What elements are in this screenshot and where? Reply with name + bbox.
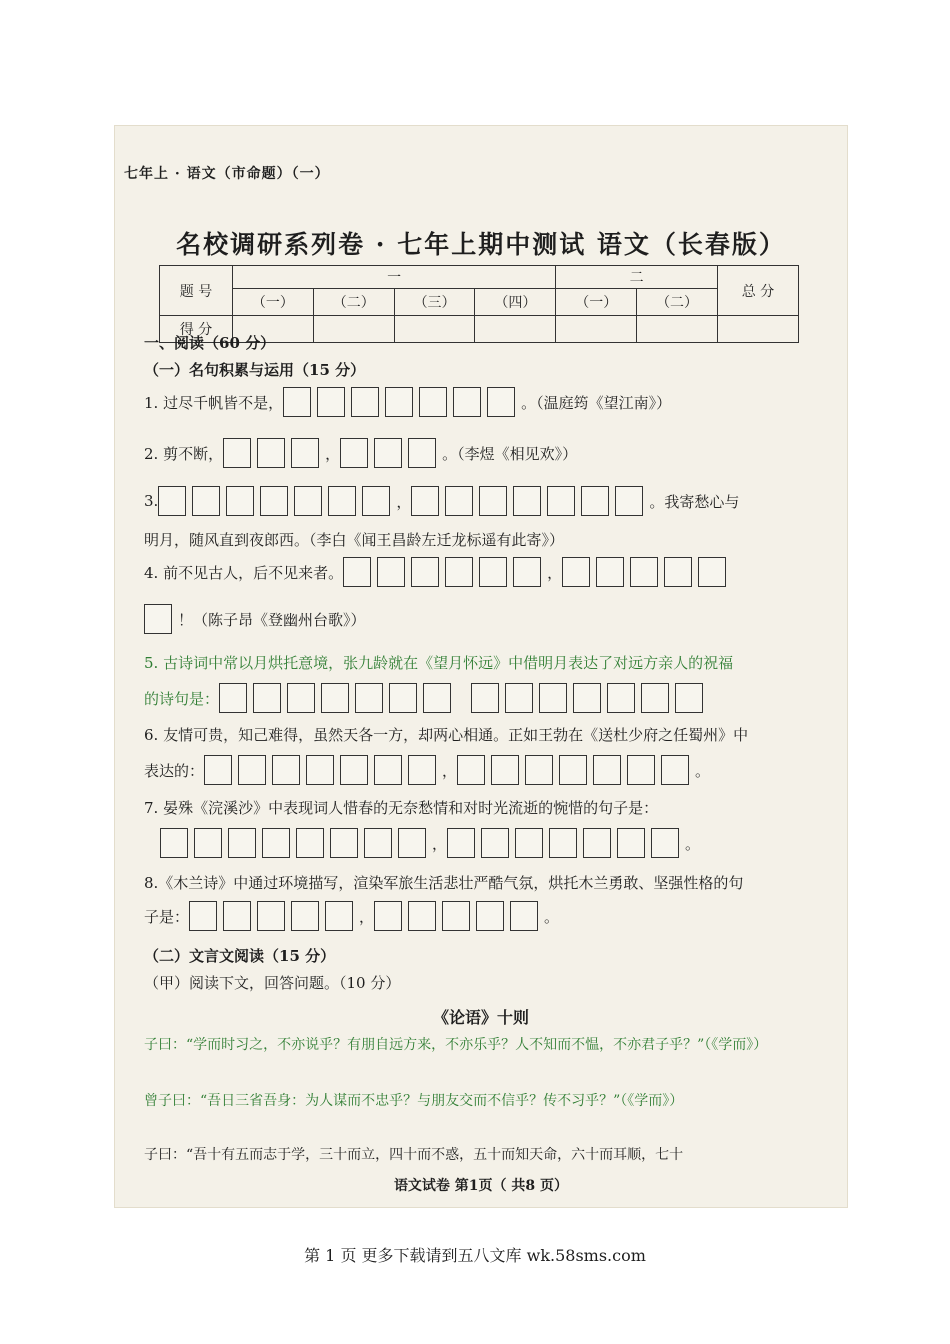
answer-box[interactable] (476, 901, 504, 931)
answer-box[interactable] (283, 387, 311, 417)
sub-header: （一） (233, 289, 314, 316)
answer-box[interactable] (321, 683, 349, 713)
answer-box[interactable] (306, 755, 334, 785)
answer-box[interactable] (364, 828, 392, 858)
course-header: 七年上 · 语文（市命题）（一） (124, 166, 330, 182)
exam-title: 名校调研系列卷 · 七年上期中测试 语文（长春版） (176, 230, 786, 259)
answer-box[interactable] (296, 828, 324, 858)
question-6: 6. 友情可贵，知己难得，虽然天各一方，却两心相通。正如王勃在《送杜少府之任蜀州》中 (144, 726, 749, 744)
answer-box[interactable] (491, 755, 519, 785)
answer-box[interactable] (291, 438, 319, 468)
question-3 (144, 486, 739, 516)
answer-box[interactable] (615, 486, 643, 516)
total-header: 总 分 (718, 266, 799, 316)
answer-box[interactable] (641, 683, 669, 713)
answer-box[interactable] (651, 828, 679, 858)
answer-box[interactable] (513, 557, 541, 587)
answer-box[interactable] (423, 683, 451, 713)
q3-prefix: 3. (144, 492, 159, 510)
q2-suffix: 。（李煜《相见欢》） (442, 444, 578, 463)
answer-box[interactable] (515, 828, 543, 858)
q2-mid: ， (325, 444, 341, 463)
answer-box[interactable] (408, 755, 436, 785)
q4-mid: ， (547, 563, 563, 582)
answer-box[interactable] (238, 755, 266, 785)
answer-box[interactable] (328, 486, 356, 516)
section-part1: （一）名句积累与运用（15 分） (144, 361, 366, 379)
passage-1: 子曰：“学而时习之，不亦说乎？有朋自远方来，不亦乐乎？人不知而不愠，不亦君子乎？”（《学而》） (144, 1037, 768, 1053)
part-2-header: 二 (556, 266, 718, 289)
section-part2a: （甲）阅读下文，回答问题。（10 分） (144, 974, 401, 992)
answer-box[interactable] (581, 486, 609, 516)
answer-box[interactable] (596, 557, 624, 587)
q4-line2 (144, 604, 366, 634)
score-cell-total[interactable] (718, 316, 799, 343)
q8-line2 (144, 901, 559, 931)
q2-prefix: 2. 剪不断， (144, 444, 224, 463)
answer-box[interactable] (487, 387, 515, 417)
exam-sheet (114, 125, 848, 1208)
q7-mid: ， (432, 834, 448, 853)
q8-prefix: 子是： (144, 907, 190, 926)
q7-line2 (160, 828, 700, 858)
answer-box[interactable] (411, 486, 439, 516)
answer-box[interactable] (411, 557, 439, 587)
answer-box[interactable] (453, 387, 481, 417)
answer-box[interactable] (479, 557, 507, 587)
answer-box[interactable] (257, 901, 285, 931)
score-cell[interactable] (556, 316, 637, 343)
score-cell[interactable] (475, 316, 556, 343)
answer-box[interactable] (661, 755, 689, 785)
answer-box[interactable] (144, 604, 172, 634)
sub-header: （二） (313, 289, 394, 316)
answer-box[interactable] (457, 755, 485, 785)
answer-box[interactable] (549, 828, 577, 858)
answer-box[interactable] (253, 683, 281, 713)
question-1 (144, 387, 671, 417)
answer-box[interactable] (562, 557, 590, 587)
download-note: 第 1 页 更多下载请到五八文库 wk.58sms.com (304, 1246, 646, 1265)
answer-box[interactable] (408, 438, 436, 468)
answer-box[interactable] (160, 828, 188, 858)
answer-box[interactable] (374, 438, 402, 468)
answer-box[interactable] (340, 438, 368, 468)
answer-box[interactable] (627, 755, 655, 785)
answer-box[interactable] (513, 486, 541, 516)
answer-box[interactable] (223, 901, 251, 931)
answer-box[interactable] (355, 683, 383, 713)
q4-suffix: ！（陈子昂《登幽州台歌》） (178, 610, 366, 629)
answer-box[interactable] (223, 438, 251, 468)
answer-box[interactable] (675, 683, 703, 713)
answer-box[interactable] (194, 828, 222, 858)
section-part2: （二）文言文阅读（15 分） (144, 947, 336, 965)
answer-box[interactable] (189, 901, 217, 931)
answer-box[interactable] (510, 901, 538, 931)
question-7: 7. 晏殊《浣溪沙》中表现词人惜春的无奈愁情和对时光流逝的惋惜的句子是： (144, 799, 659, 817)
answer-box[interactable] (385, 387, 413, 417)
answer-box[interactable] (593, 755, 621, 785)
answer-box[interactable] (389, 683, 417, 713)
answer-box[interactable] (481, 828, 509, 858)
answer-box[interactable] (262, 828, 290, 858)
answer-box[interactable] (445, 486, 473, 516)
answer-box[interactable] (374, 901, 402, 931)
q3-mid: ， (396, 492, 412, 511)
answer-box[interactable] (340, 755, 368, 785)
answer-box[interactable] (204, 755, 232, 785)
answer-box[interactable] (617, 828, 645, 858)
answer-box[interactable] (192, 486, 220, 516)
answer-box[interactable] (559, 755, 587, 785)
question-8: 8.《木兰诗》中通过环境描写，渲染军旅生活悲壮严酷气氛，烘托木兰勇敢、坚强性格的句 (144, 874, 744, 892)
sub-header: （二） (637, 289, 718, 316)
answer-box[interactable] (294, 486, 322, 516)
answer-box[interactable] (419, 387, 447, 417)
answer-box[interactable] (343, 557, 371, 587)
sub-header: （四） (475, 289, 556, 316)
answer-box[interactable] (664, 557, 692, 587)
answer-box[interactable] (698, 557, 726, 587)
sub-header: （一） (556, 289, 637, 316)
q1-suffix: 。（温庭筠《望江南》） (521, 393, 672, 412)
answer-box[interactable] (607, 683, 635, 713)
answer-box[interactable] (325, 901, 353, 931)
answer-box[interactable] (260, 486, 288, 516)
reading-title: 《论语》十则 (432, 1008, 529, 1027)
part-1-header: 一 (233, 266, 556, 289)
q5-line2 (144, 683, 709, 713)
section-reading: 一、阅读（60 分） (144, 334, 276, 352)
q1-prefix: 1. 过尽千帆皆不是， (144, 393, 284, 412)
answer-box[interactable] (505, 683, 533, 713)
answer-box[interactable] (272, 755, 300, 785)
answer-box[interactable] (442, 901, 470, 931)
answer-box[interactable] (583, 828, 611, 858)
answer-box[interactable] (471, 683, 499, 713)
answer-box[interactable] (226, 486, 254, 516)
question-2 (144, 438, 577, 468)
answer-box[interactable] (287, 683, 315, 713)
answer-box[interactable] (479, 486, 507, 516)
q6-mid: ， (442, 761, 458, 780)
answer-box[interactable] (228, 828, 256, 858)
page-footer: 语文试卷 第1页（ 共8 页） (393, 1178, 569, 1194)
q4-prefix: 4. 前不见古人，后不见来者。 (144, 563, 344, 582)
answer-box[interactable] (158, 486, 186, 516)
score-cell[interactable] (637, 316, 718, 343)
answer-box[interactable] (291, 901, 319, 931)
sub-header: （三） (394, 289, 475, 316)
q3-line2: 明月，随风直到夜郎西。（李白《闻王昌龄左迁龙标遥有此寄》） (144, 531, 565, 549)
answer-box[interactable] (573, 683, 601, 713)
answer-box[interactable] (351, 387, 379, 417)
answer-box[interactable] (330, 828, 358, 858)
row-label-number: 题 号 (160, 266, 233, 316)
answer-box[interactable] (257, 438, 285, 468)
q8-suffix: 。 (544, 907, 560, 926)
answer-box[interactable] (317, 387, 345, 417)
answer-box[interactable] (408, 901, 436, 931)
q7-suffix: 。 (685, 834, 701, 853)
row-label-score: 得 分 (160, 316, 233, 343)
score-cell[interactable] (394, 316, 475, 343)
answer-box[interactable] (377, 557, 405, 587)
answer-box[interactable] (630, 557, 658, 587)
answer-box[interactable] (525, 755, 553, 785)
passage-3: 子曰：“吾十有五而志于学，三十而立，四十而不惑，五十而知天命，六十而耳顺，七十 (144, 1147, 684, 1163)
q6-suffix: 。 (695, 761, 711, 780)
q6-prefix: 表达的： (144, 761, 205, 780)
answer-box[interactable] (362, 486, 390, 516)
answer-box[interactable] (398, 828, 426, 858)
q6-line2 (144, 755, 710, 785)
answer-box[interactable] (539, 683, 567, 713)
answer-box[interactable] (219, 683, 247, 713)
passage-2: 曾子曰：“吾日三省吾身：为人谋而不忠乎？与朋友交而不信乎？传不习乎？”（《学而》） (144, 1093, 684, 1109)
answer-box[interactable] (547, 486, 575, 516)
q3-suffix: 。我寄愁心与 (649, 492, 740, 511)
answer-box[interactable] (447, 828, 475, 858)
answer-box[interactable] (445, 557, 473, 587)
q5-prefix: 的诗句是： (144, 689, 220, 708)
question-4 (144, 557, 732, 587)
answer-box[interactable] (374, 755, 402, 785)
score-cell[interactable] (313, 316, 394, 343)
q8-mid: ， (359, 907, 375, 926)
question-5: 5. 古诗词中常以月烘托意境，张九龄就在《望月怀远》中借明月表达了对远方亲人的祝福 (144, 654, 734, 672)
